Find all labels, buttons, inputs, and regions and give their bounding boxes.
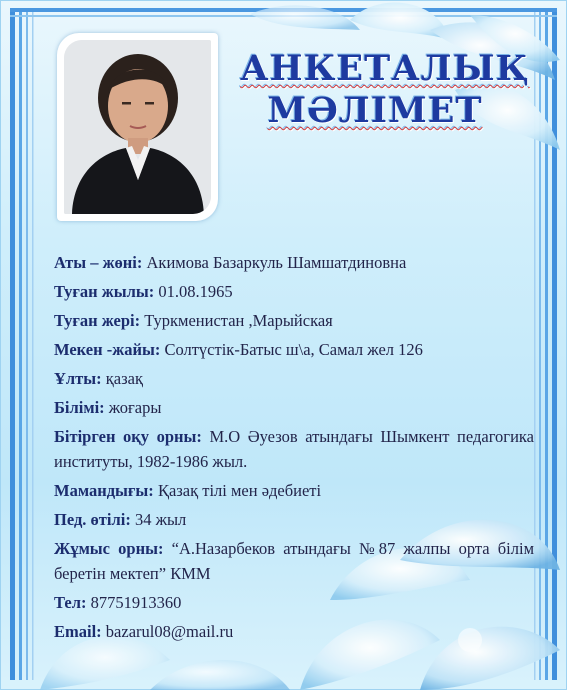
field-birth-year bbox=[54, 279, 534, 304]
field-education bbox=[54, 395, 534, 420]
field-nationality bbox=[54, 366, 534, 391]
field-label: Мекен -жайы: bbox=[54, 340, 161, 359]
field-experience bbox=[54, 507, 534, 532]
field-value: 87751913360 bbox=[90, 593, 182, 612]
field-label: Мамандығы: bbox=[54, 481, 154, 500]
field-label: Білімі: bbox=[54, 398, 105, 417]
field-label: Туған жері: bbox=[54, 311, 141, 330]
person-portrait-icon bbox=[64, 40, 211, 214]
field-value: қазақ bbox=[105, 369, 143, 388]
title-line-1: АНКЕТАЛЫҚ bbox=[240, 48, 530, 89]
field-graduated-from bbox=[54, 424, 534, 474]
field-label: Email: bbox=[54, 622, 102, 641]
field-label: Тел: bbox=[54, 593, 87, 612]
field-value: Акимова Базаркуль Шамшатдиновна bbox=[146, 253, 407, 272]
photo-frame bbox=[57, 33, 218, 221]
field-value: 01.08.1965 bbox=[158, 282, 233, 301]
field-value: жоғары bbox=[108, 398, 162, 417]
field-label: Ұлты: bbox=[54, 369, 102, 388]
field-phone bbox=[54, 590, 534, 615]
field-birth-place bbox=[54, 308, 534, 333]
field-label: Туған жылы: bbox=[54, 282, 155, 301]
field-full-name bbox=[54, 250, 534, 275]
field-label: Жұмыс орны: bbox=[54, 539, 164, 558]
email-value: bazarul08@mail.ru bbox=[105, 622, 234, 641]
field-value: М.О Әуезов атындағы Шымкент педагогика институты, 1982-1986 жыл. bbox=[54, 427, 534, 471]
field-value: “А.Назарбеков атындағы №87 жалпы орта білім беретін мектеп” КММ bbox=[54, 539, 535, 583]
field-label: Пед. өтілі: bbox=[54, 510, 131, 529]
field-value: 34 жыл bbox=[134, 510, 187, 529]
field-value: Қазақ тілі мен әдебиеті bbox=[157, 481, 322, 500]
field-label: Бітірген оқу орны: bbox=[54, 427, 202, 446]
field-address bbox=[54, 337, 534, 362]
field-email bbox=[54, 619, 534, 644]
person-photo bbox=[64, 40, 211, 214]
title-line-2: МӘЛІМЕТ bbox=[267, 90, 483, 131]
info-fields bbox=[54, 250, 534, 648]
field-specialty bbox=[54, 478, 534, 503]
field-workplace bbox=[54, 536, 534, 586]
field-label: Аты – жөні: bbox=[54, 253, 143, 272]
field-value: Солтүстік-Батыс ш\а, Самал жел 126 bbox=[164, 340, 423, 359]
field-value: Туркменистан ,Марыйская bbox=[144, 311, 333, 330]
